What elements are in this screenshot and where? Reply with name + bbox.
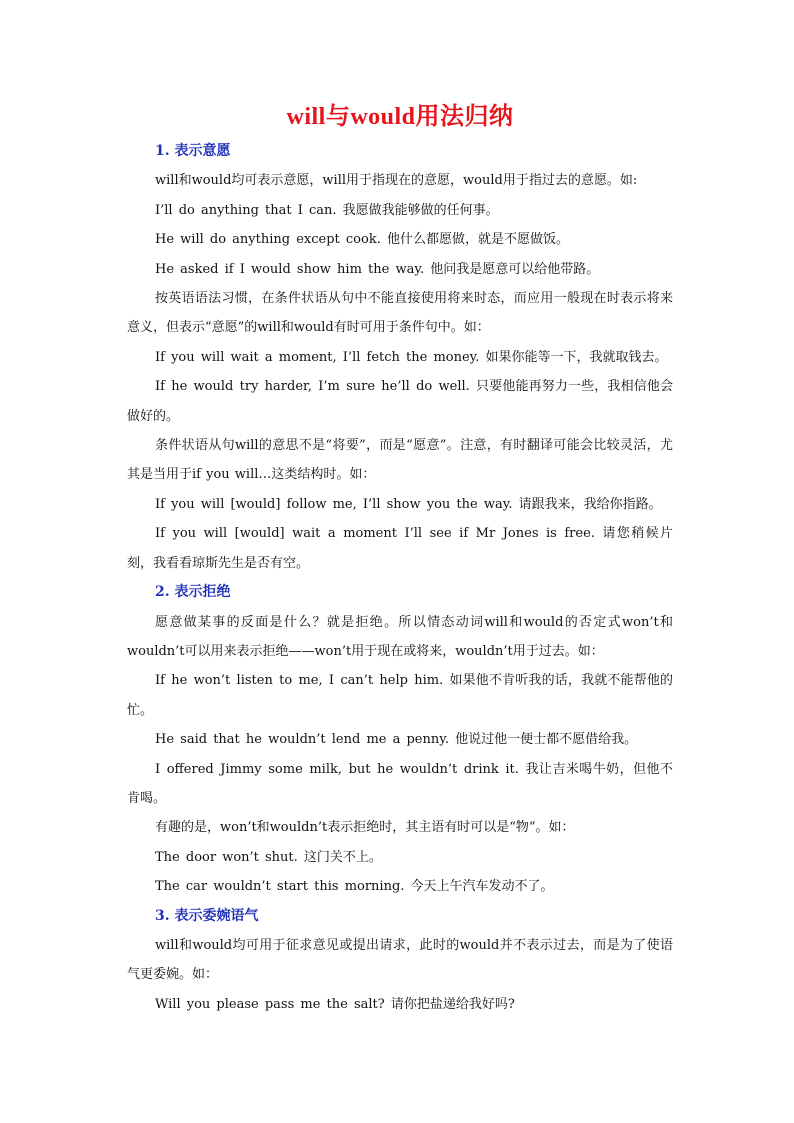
document-page	[127, 96, 673, 1019]
paragraph: will和would均可用于征求意见或提出请求，此时的would并不表示过去，而是为了使语气更委婉。如：	[127, 937, 673, 983]
paragraph: will和would均可表示意愿，will用于指现在的意愿，would用于指过去的意愿。如:	[155, 173, 638, 189]
paragraph: 按英语语法习惯，在条件状语从句中不能直接使用将来时态，而应用一般现在时表示将来意义，但表示“意愿”的will和would有时可用于条件句中。如：	[127, 291, 673, 336]
example-sentence: If you will [would] follow me, I’ll show you the way. 请跟我来，我给你指路。	[155, 496, 662, 512]
paragraph: 条件状语从句will的意思不是“将要”，而是“愿意”。注意，有时翻译可能会比较灵活，尤其是当用于if you will…这类结构时。如：	[127, 438, 673, 483]
paragraph: 愿意做某事的反面是什么？就是拒绝。所以情态动词will和would的否定式won’t和wouldn’t可以用来表示拒绝——won’t用于现在或将来，wouldn’t用于过去。如：	[127, 614, 673, 659]
paragraph: 有趣的是，won’t和wouldn’t表示拒绝时，其主语有时可以是“物”。如：	[155, 820, 575, 836]
section-3	[127, 902, 673, 1020]
example-sentence: If he would try harder, I’m sure he’ll do well. 只要他能再努力一些，我相信他会做好的。	[127, 379, 673, 424]
example-sentence: If he won’t listen to me, I can’t help him. 如果他不肯听我的话，我就不能帮他的忙。	[127, 673, 673, 718]
section-heading: 2. 表示拒绝	[155, 584, 231, 601]
example-sentence: I’ll do anything that I can. 我愿做我能够做的任何事。	[155, 202, 499, 218]
section-1	[127, 137, 673, 578]
example-sentence: He said that he wouldn’t lend me a penny. 他说过他一便士都不愿借给我。	[155, 732, 638, 748]
example-sentence: He will do anything except cook. 他什么都愿做，就是不愿做饭。	[155, 232, 569, 248]
example-sentence: He asked if I would show him the way. 他问我是愿意可以给他带路。	[155, 261, 600, 277]
section-heading: 1. 表示意愿	[155, 143, 231, 159]
section-2	[127, 578, 673, 901]
example-sentence: If you will wait a moment, I’ll fetch the money. 如果你能等一下，我就取钱去。	[155, 349, 668, 365]
section-heading: 3. 表示委婉语气	[155, 907, 259, 924]
example-sentence: The door won’t shut. 这门关不上。	[155, 849, 382, 865]
example-sentence: If you will [would] wait a moment I’ll see if Mr Jones is free. 请您稍候片刻，我看看琼斯先生是否有空。	[127, 526, 673, 571]
example-sentence: I offered Jimmy some milk, but he wouldn’t drink it. 我让吉米喝牛奶，但他不肯喝。	[127, 761, 673, 806]
example-sentence: Will you please pass me the salt? 请你把盐递给我好吗?	[155, 996, 515, 1012]
example-sentence: The car wouldn’t start this morning. 今天上午汽车发动不了。	[155, 879, 554, 895]
document-title: will与would用法归纳	[286, 104, 514, 130]
